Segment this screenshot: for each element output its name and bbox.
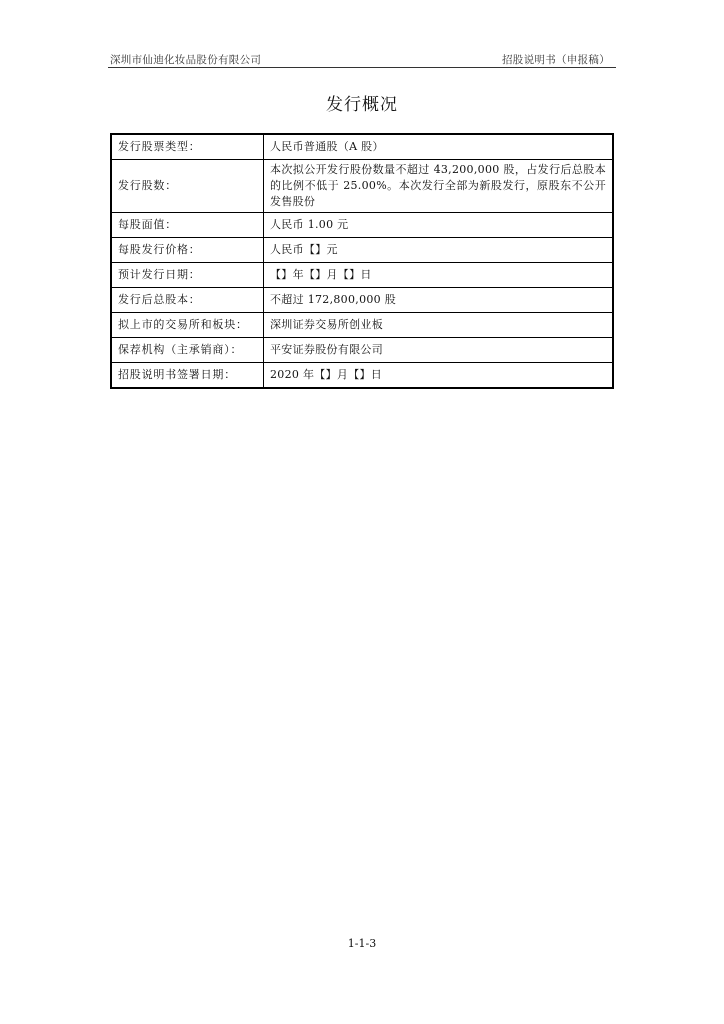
row-value: 人民币普通股（A 股） <box>264 134 614 160</box>
offering-summary-table <box>110 133 614 389</box>
table-row-exchange-board <box>111 313 613 338</box>
row-label: 预计发行日期： <box>111 263 264 288</box>
table-row-total-shares <box>111 288 613 313</box>
header-company-name: 深圳市仙迪化妆品股份有限公司 <box>110 54 262 66</box>
row-value: 2020 年【】月【】日 <box>264 363 614 389</box>
table-row-issue-price <box>111 238 613 263</box>
row-label: 拟上市的交易所和板块： <box>111 313 264 338</box>
row-value: 【】年【】月【】日 <box>264 263 614 288</box>
row-label: 保荐机构（主承销商）： <box>111 338 264 363</box>
table-row-issue-date <box>111 263 613 288</box>
row-label: 发行股数： <box>111 160 264 213</box>
page-title: 发行概况 <box>326 95 398 115</box>
table-row-signing-date <box>111 363 613 389</box>
row-value: 平安证券股份有限公司 <box>264 338 614 363</box>
table-row-share-count <box>111 160 613 213</box>
row-value: 本次拟公开发行股份数量不超过 43,200,000 股，占发行后总股本的比例不低于 25.00%。本次发行全部为新股发行，原股东不公开发售股份 <box>264 160 614 213</box>
row-value: 不超过 172,800,000 股 <box>264 288 614 313</box>
row-label: 每股面值： <box>111 213 264 238</box>
row-value: 深圳证券交易所创业板 <box>264 313 614 338</box>
page-header <box>108 50 616 68</box>
row-value: 人民币 1.00 元 <box>264 213 614 238</box>
row-label: 发行后总股本： <box>111 288 264 313</box>
table-row-stock-type <box>111 134 613 160</box>
table-row-par-value <box>111 213 613 238</box>
header-document-name: 招股说明书（申报稿） <box>502 54 610 66</box>
page-number: 1-1-3 <box>347 937 377 950</box>
row-label: 发行股票类型： <box>111 134 264 160</box>
row-label: 每股发行价格： <box>111 238 264 263</box>
row-value: 人民币【】元 <box>264 238 614 263</box>
row-label: 招股说明书签署日期： <box>111 363 264 389</box>
table-row-sponsor <box>111 338 613 363</box>
